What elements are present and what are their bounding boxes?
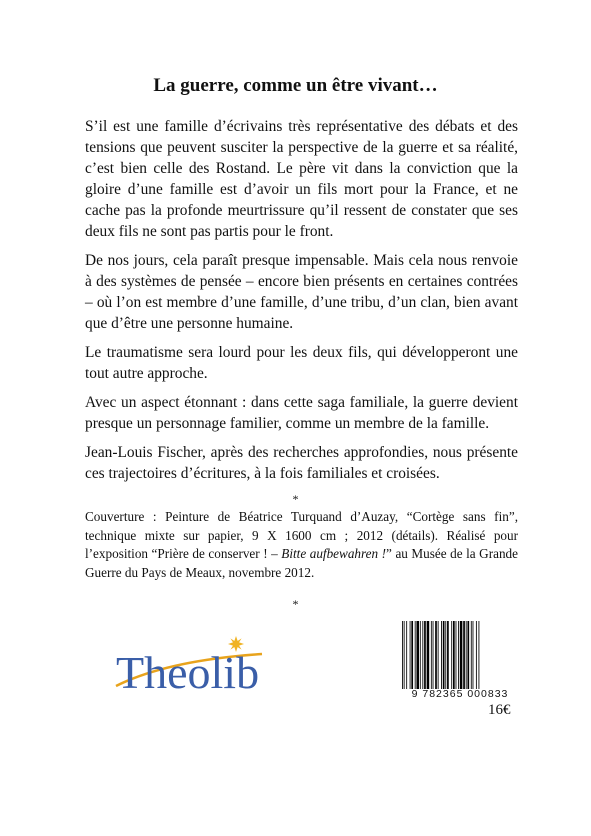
barcode-number: 9 782365 000833 [411, 688, 509, 700]
barcode-bar [460, 621, 463, 689]
paragraph: Avec un aspect étonnant : dans cette saga familiale, la guerre devient presque un personnage familier, comme un membre de la famille. [85, 394, 518, 432]
barcode-bar [451, 621, 452, 689]
barcode-bar [473, 621, 474, 689]
barcode-bar [406, 621, 407, 689]
barcode-bar [420, 621, 421, 689]
barcode-bar [458, 621, 459, 689]
barcode-bar [456, 621, 457, 689]
barcode-bar [415, 621, 416, 689]
price: 16€ [488, 702, 511, 718]
barcode-bar [410, 621, 411, 689]
barcode-bar [435, 621, 437, 689]
logo-text: Theolib [116, 647, 260, 698]
barcode-bar [433, 621, 434, 689]
barcode-bar [416, 621, 419, 689]
barcode-bar [427, 621, 430, 689]
barcode-bar [431, 621, 432, 689]
credit-text: Couverture : Peinture de Béatrice Turquand d’Auzay, “Cortège sans fin”, technique mixte sur papier, 9 X 1600 cm ; 2012 (détails). Réalisé pour l’exposition “Prière de conserver ! – [85, 509, 518, 561]
cover-credit [85, 508, 518, 582]
separator-star: * [292, 492, 299, 506]
barcode-bar [445, 621, 446, 689]
barcode-bar [443, 621, 445, 689]
barcode-bar [467, 621, 469, 689]
body-text [85, 116, 518, 492]
paragraph: De nos jours, cela paraît presque impensable. Mais cela nous renvoie à des systèmes de pensée – encore bien présents en certaines contrées – où l’on est membre d’une famille, d’une tribu, d’un clan, bien avant que d’être une personne humaine. [85, 252, 518, 332]
barcode-bar [463, 621, 465, 689]
credit-italic: Bitte aufbewahren ! [281, 546, 387, 561]
barcode-bar [441, 621, 442, 689]
separator-star: * [292, 597, 299, 611]
barcode-bar [422, 621, 423, 689]
barcode-bar [466, 621, 467, 689]
paragraph: Le traumatisme sera lourd pour les deux fils, qui développeront une tout autre approche. [85, 344, 518, 382]
barcode-bar [476, 621, 477, 689]
page-title: La guerre, comme un être vivant… [153, 75, 438, 96]
theolib-logo [112, 632, 272, 702]
credit-text-end: ” au Musée de la Grande Guerre du Pays de Meaux, novembre 2012. [85, 546, 518, 580]
barcode-bar [411, 621, 413, 689]
barcode-bar [479, 621, 480, 689]
barcode-bar [402, 621, 403, 689]
barcode [400, 621, 520, 689]
barcode-bar [471, 621, 472, 689]
barcode-bar [424, 621, 426, 689]
barcode-bar [447, 621, 449, 689]
paragraph: S’il est une famille d’écrivains très représentative des débats et des tensions que peuvent susciter la perspective de la guerre et sa réalité, c’est bien celle des Rostand. Le père vit dans la conviction que la gloire d’une famille est d’avoir un fils mort pour la France, et ne cache pas la profonde meurtrissure qu’il ressent de constater que ses deux fils ne sont pas partis pour le front. [85, 118, 518, 240]
paragraph: Jean-Louis Fischer, après des recherches approfondies, nous présente ces trajectoires d’écritures, à la fois familiales et croisées. [85, 444, 518, 482]
barcode-bar [453, 621, 455, 689]
barcode-bar [438, 621, 439, 689]
barcode-bar [404, 621, 405, 689]
